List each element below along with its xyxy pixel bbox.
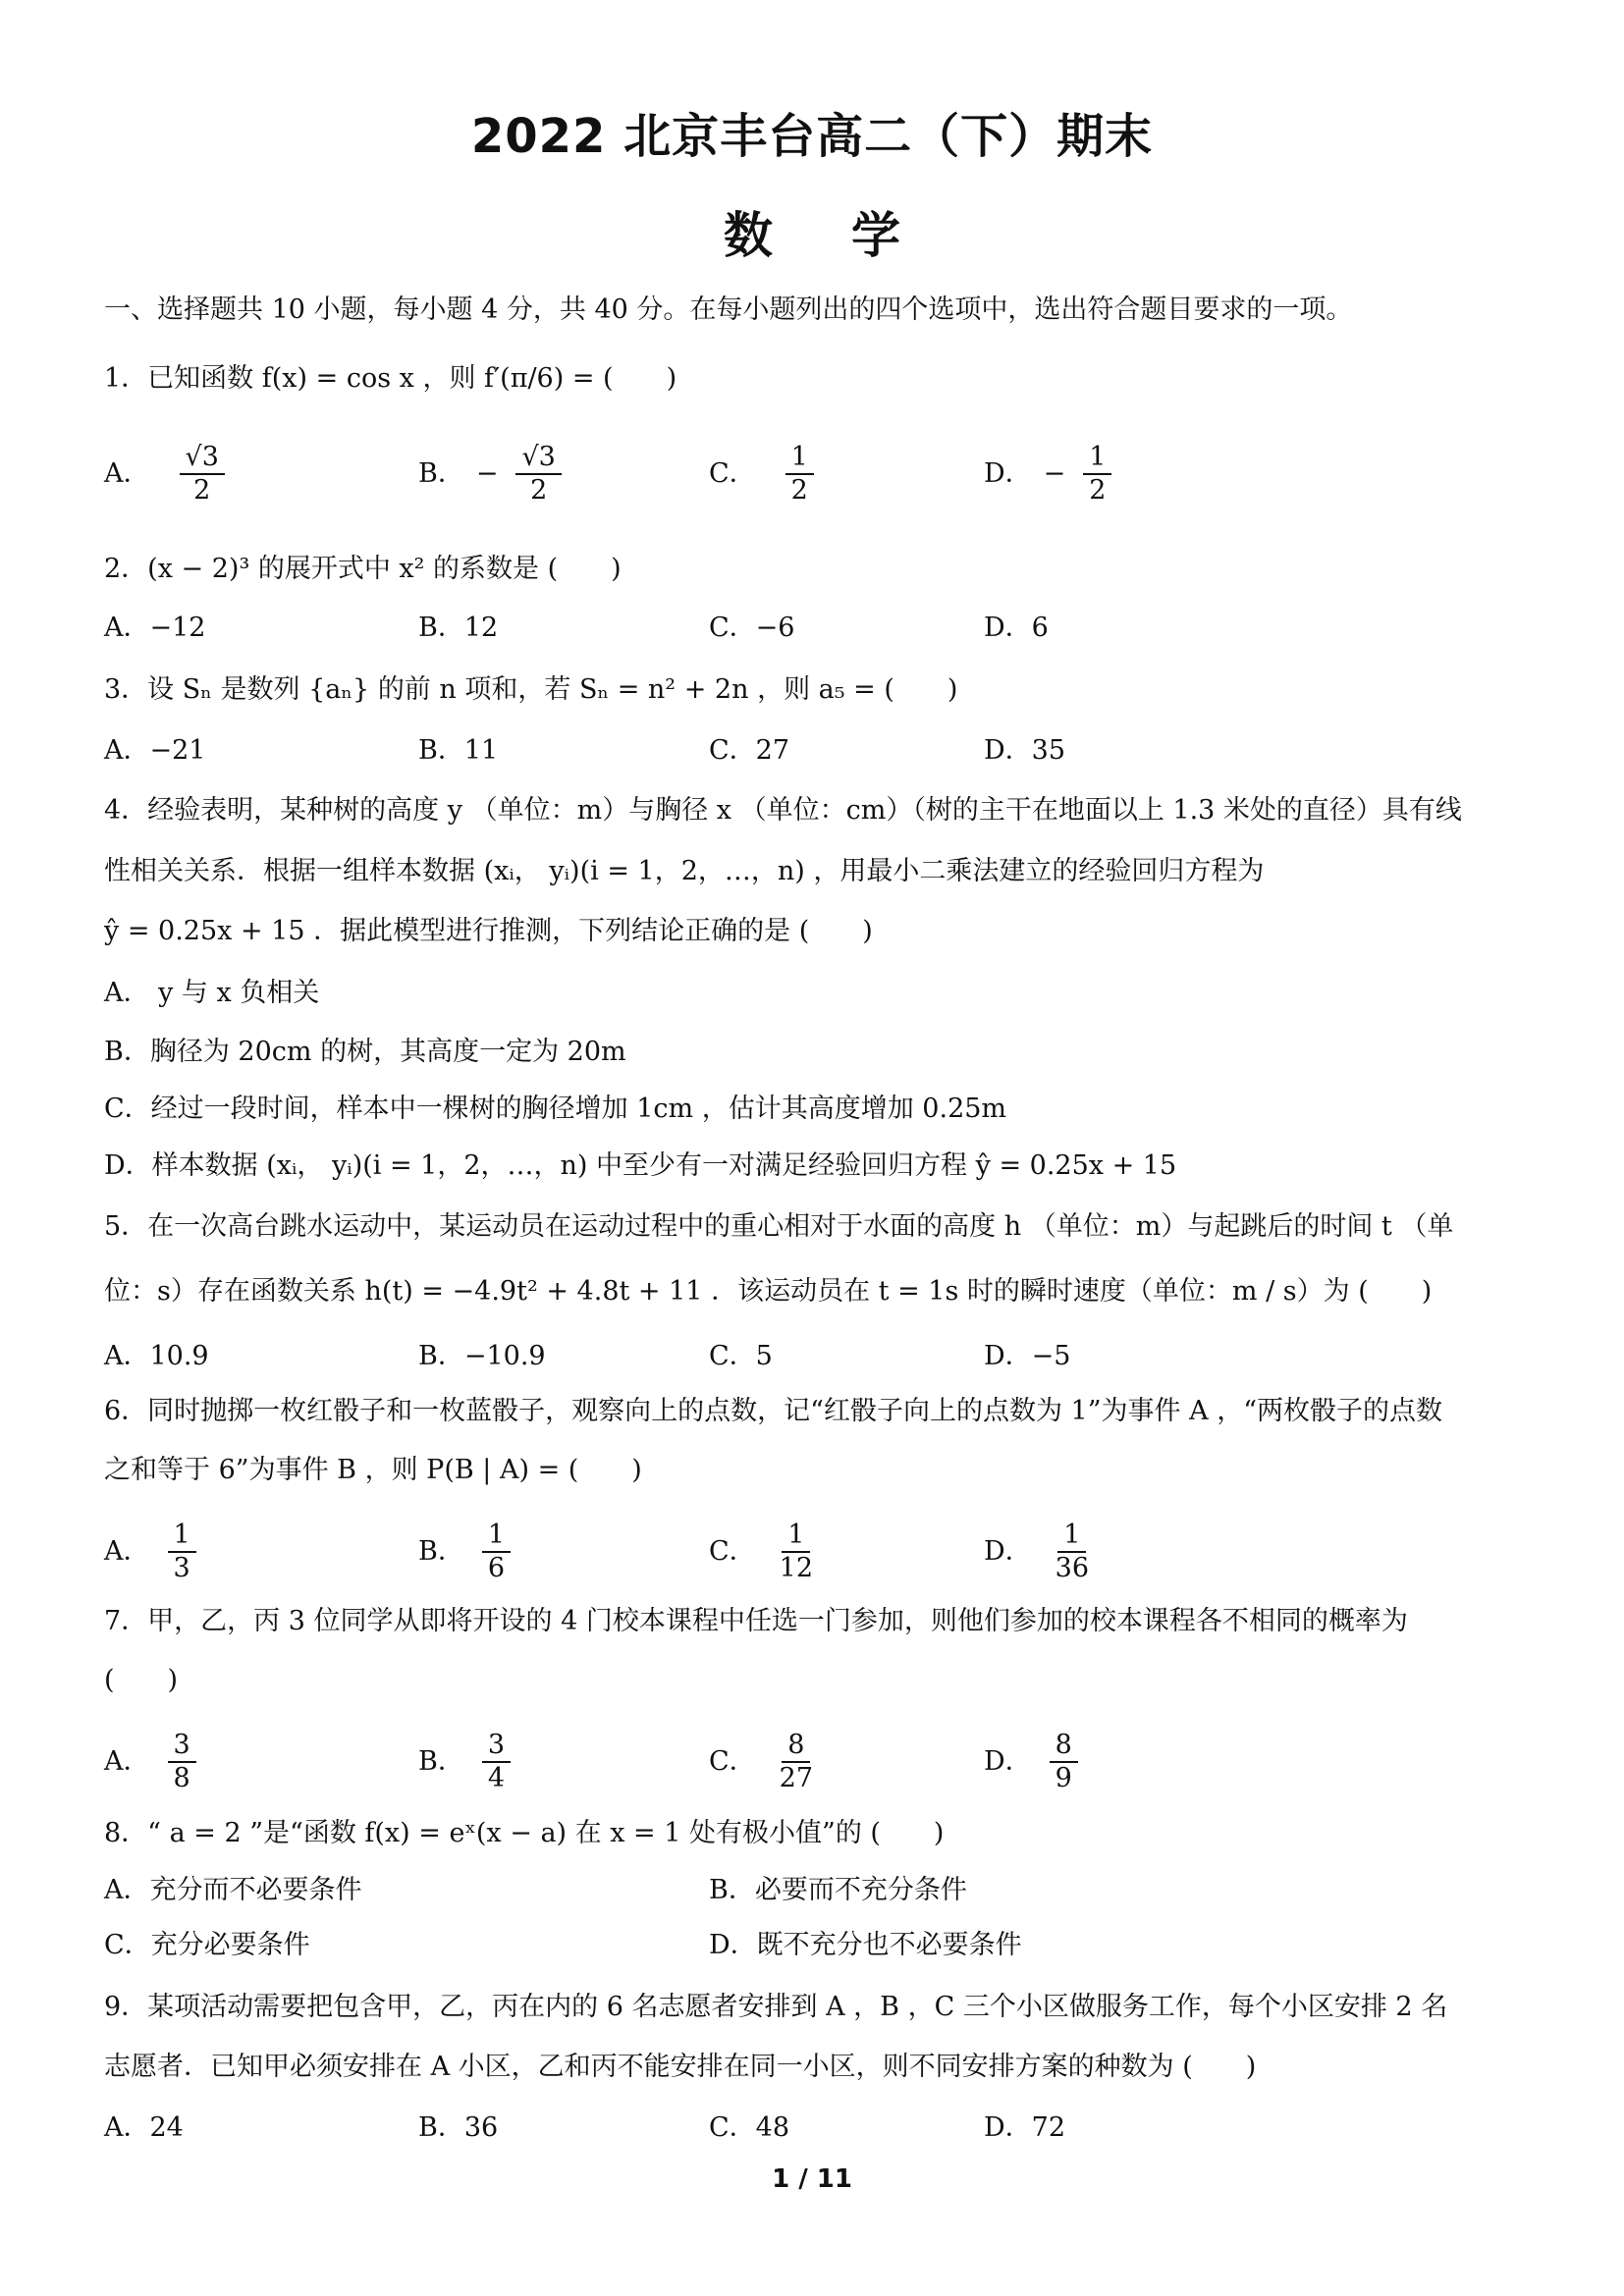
question-4-stem-line-1: 4．经验表明，某种树的高度 y （单位：m）与胸径 x （单位：cm）（树的主干在地面以上 1.3 米处的直径）具有线 [104,795,1462,826]
q7-option-d: D． $\frac{8}{9}$ [984,1730,1078,1794]
q4-option-b: B．胸径为 20cm 的树，其高度一定为 20m [104,1037,626,1067]
q2-option-a: A．−12 [104,613,206,643]
question-2-stem: 2．(x − 2)³ 的展开式中 x² 的系数是 ( ) [104,554,622,584]
question-7-stem-line-2: ( ) [104,1665,179,1695]
q7-option-b: B． $\frac{3}{4}$ [418,1730,511,1794]
question-3-stem: 3．设 Sₙ 是数列 {aₙ} 的前 n 项和，若 Sₙ = n² + 2n ，则 a₅ = ( ) [104,674,958,705]
q5-option-d: D．−5 [984,1341,1071,1371]
q5-option-c: C．5 [709,1341,773,1371]
question-7-stem-line-1: 7．甲，乙，丙 3 位同学从即将开设的 4 门校本课程中任选一门参加，则他们参加的校本课程各不相同的概率为 [104,1606,1408,1636]
q7-option-c: C． $\frac{8}{27}$ [709,1730,819,1794]
q2-option-b: B．12 [418,613,499,643]
q9-option-a: A．24 [104,2112,184,2143]
q3-option-c: C．27 [709,735,790,766]
q4-option-a: A． y 与 x 负相关 [104,978,320,1008]
q3-option-a: A．−21 [104,735,206,766]
page-number: 1 / 11 [772,2164,852,2194]
question-4-stem-line-2: 性相关关系．根据一组样本数据 (xᵢ， yᵢ)(i = 1，2，…，n) ，用最小二乘法建立的经验回归方程为 [104,856,1265,886]
q5-option-a: A．10.9 [104,1341,209,1371]
q1-option-b: B． − $\frac{√3}{2}$ [418,442,562,507]
q2-option-d: D．6 [984,613,1049,643]
q8-option-d: D．既不充分也不必要条件 [709,1930,1022,1960]
question-8-stem: 8．“ a = 2 ”是“函数 f(x) = eˣ(x − a) 在 x = 1 处有极小值”的 ( ) [104,1818,945,1848]
question-6-stem-line-1: 6．同时抛掷一枚红骰子和一枚蓝骰子，观察向上的点数，记“红骰子向上的点数为 1”为事件 A ，“两枚骰子的点数 [104,1396,1443,1426]
q1-option-d: D． − $\frac{1}{2}$ [984,442,1111,507]
q9-option-c: C．48 [709,2112,790,2143]
q8-option-c: C．充分必要条件 [104,1930,310,1960]
fraction: $\frac{1}{2}$ [1083,442,1111,507]
fraction: $\frac{3}{4}$ [482,1730,511,1794]
q4-option-c: C．经过一段时间，样本中一棵树的胸径增加 1cm ，估计其高度增加 0.25m [104,1094,1007,1124]
fraction: $\frac{√3}{2}$ [180,442,225,507]
q1-option-c: C． $\frac{1}{2}$ [709,442,814,507]
q4-option-d: D．样本数据 (xᵢ， yᵢ)(i = 1，2，…，n) 中至少有一对满足经验回归方程 ŷ = 0.25x + 15 [104,1150,1177,1181]
exam-subject: 数学 [724,207,979,264]
q6-option-c: C． $\frac{1}{12}$ [709,1520,819,1584]
q9-option-d: D．72 [984,2112,1066,2143]
fraction: $\frac{1}{3}$ [168,1520,196,1584]
question-9-stem-line-1: 9．某项活动需要把包含甲，乙，丙在内的 6 名志愿者安排到 A ，B ，C 三个小区做服务工作，每个小区安排 2 名 [104,1992,1448,2022]
question-5-stem-line-2: 位：s）存在函数关系 h(t) = −4.9t² + 4.8t + 11 ．该运动员在 t = 1s 时的瞬时速度（单位：m / s）为 ( ) [104,1276,1433,1307]
q3-option-b: B．11 [418,735,499,766]
fraction: $\frac{8}{27}$ [779,1730,814,1793]
fraction: $\frac{8}{9}$ [1050,1730,1078,1794]
fraction: $\frac{3}{8}$ [168,1730,196,1794]
fraction: $\frac{1}{6}$ [482,1520,511,1584]
question-1-stem: 1．已知函数 f(x) = cos x ，则 f′(π/6) = ( ) [104,363,677,394]
q3-option-d: D．35 [984,735,1066,766]
q9-option-b: B．36 [418,2112,499,2143]
q1-option-a: A． $\frac{√3}{2}$ [104,442,225,507]
q5-option-b: B．−10.9 [418,1341,546,1371]
q2-option-c: C．−6 [709,613,795,643]
q6-option-d: D． $\frac{1}{36}$ [984,1520,1095,1584]
q6-option-a: A． $\frac{1}{3}$ [104,1520,196,1584]
fraction: $\frac{√3}{2}$ [515,442,561,507]
exam-title: 2022 北京丰台高二（下）期末 [470,109,1154,164]
fraction: $\frac{1}{12}$ [779,1520,814,1583]
question-6-stem-line-2: 之和等于 6”为事件 B ，则 P(B | A) = ( ) [104,1455,642,1485]
question-5-stem-line-1: 5．在一次高台跳水运动中，某运动员在运动过程中的重心相对于水面的高度 h （单位：m）与起跳后的时间 t （单 [104,1211,1454,1242]
question-4-stem-line-3: ŷ = 0.25x + 15 ．据此模型进行推测，下列结论正确的是 ( ) [104,916,873,946]
q7-option-a: A． $\frac{3}{8}$ [104,1730,196,1794]
q8-option-a: A．充分而不必要条件 [104,1875,362,1905]
q6-option-b: B． $\frac{1}{6}$ [418,1520,511,1584]
question-9-stem-line-2: 志愿者．已知甲必须安排在 A 小区，乙和丙不能安排在同一小区，则不同安排方案的种数为 ( ) [104,2052,1257,2082]
fraction: $\frac{1}{2}$ [785,442,814,507]
section-heading: 一、选择题共 10 小题，每小题 4 分，共 40 分。在每小题列出的四个选项中，选出符合题目要求的一项。 [104,294,1353,325]
q8-option-b: B．必要而不充分条件 [709,1875,967,1905]
fraction: $\frac{1}{36}$ [1055,1520,1090,1583]
